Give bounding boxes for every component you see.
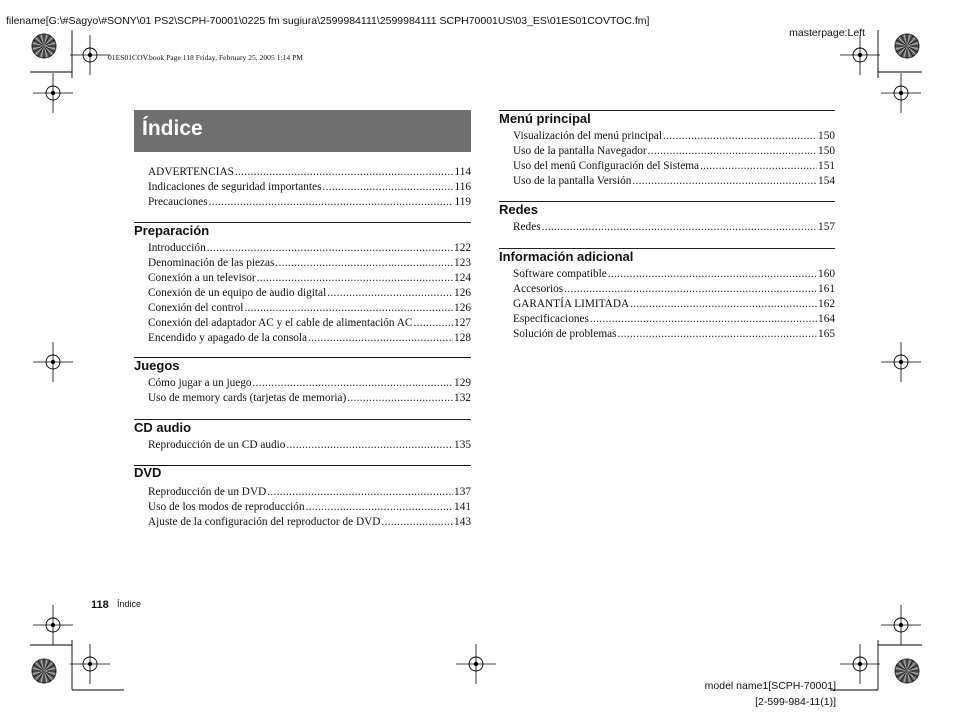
toc-entry-label: Ajuste de la configuración del reproductor de DVD (148, 516, 381, 528)
page-title-bar (134, 110, 471, 152)
toc-entry[interactable] (513, 145, 835, 157)
toc-entry[interactable] (513, 283, 835, 295)
toc-entry-page: 123 (454, 257, 471, 269)
toc-entry[interactable] (513, 328, 835, 340)
toc-entry-label: Conexión del adaptador AC y el cable de alimentación AC (148, 317, 413, 329)
toc-entry[interactable] (148, 196, 471, 208)
toc-entry-page: 165 (818, 328, 835, 340)
toc-dot-leader (235, 166, 454, 178)
color-wheel-icon (895, 34, 919, 58)
toc-dot-leader (244, 302, 453, 314)
toc-entry[interactable] (148, 166, 471, 178)
toc-dot-leader (286, 439, 453, 451)
toc-entry-label: Software compatible (513, 268, 607, 280)
toc-entry-page: 164 (818, 313, 835, 325)
toc-entry-label: GARANTÍA LIMITADA (513, 298, 630, 310)
section-divider (499, 201, 835, 202)
toc-entry-label: Encendido y apagado de la consola (148, 332, 308, 344)
toc-entry-label: Uso del menú Configuración del Sistema (513, 160, 700, 172)
toc-entry[interactable] (148, 332, 471, 344)
toc-entry-page: 132 (454, 392, 471, 404)
toc-entry-page: 124 (454, 272, 471, 284)
toc-entry-page: 143 (454, 516, 471, 528)
toc-entry-page: 151 (818, 160, 835, 172)
page-title: Índice (142, 117, 203, 140)
toc-entry[interactable] (513, 221, 835, 233)
header-book-info: 01ES01COV.book Page 118 Friday, February 25, 2005 1:14 PM (108, 53, 304, 62)
toc-entry-label: Uso de memory cards (tarjetas de memoria) (148, 392, 347, 404)
toc-entry-page: 128 (454, 332, 471, 344)
footer-page-number: 118 (91, 599, 109, 611)
header-filename: filename[G:\#Sagyo\#SONY\01 PS2\SCPH-70001\0225 fm sugiura\2599984111\2599984111 SCPH70001US\03_ES\01ES01COVTOC.fm] (6, 15, 650, 27)
section-title: Información adicional (499, 249, 634, 264)
toc-entry-page: 161 (818, 283, 835, 295)
toc-dot-leader (327, 287, 453, 299)
toc-entry-page: 127 (454, 317, 471, 329)
toc-dot-leader (564, 283, 817, 295)
toc-entry-label: Denominación de las piezas (148, 257, 275, 269)
toc-dot-leader (347, 392, 453, 404)
toc-dot-leader (663, 130, 817, 142)
toc-entry[interactable] (148, 392, 471, 404)
toc-entry-page: 114 (454, 166, 471, 178)
toc-dot-leader (608, 268, 817, 280)
registration-target-icon (840, 644, 880, 684)
toc-entry-page: 122 (454, 242, 471, 254)
toc-entry-label: Precauciones (148, 196, 208, 208)
toc-entry-page: 126 (454, 287, 471, 299)
toc-entry[interactable] (148, 516, 471, 528)
toc-dot-leader (413, 317, 453, 329)
toc-entry[interactable] (148, 302, 471, 314)
toc-dot-leader (618, 328, 818, 340)
toc-entry[interactable] (513, 298, 835, 310)
toc-entry-page: 141 (454, 501, 471, 513)
toc-entry-page: 154 (818, 175, 835, 187)
toc-entry-label: Reproducción de un CD audio (148, 439, 286, 451)
toc-entry-label: Indicaciones de seguridad importantes (148, 181, 322, 193)
toc-entry[interactable] (513, 175, 835, 187)
toc-entry[interactable] (148, 439, 471, 451)
color-wheel-icon (895, 659, 919, 683)
toc-entry-label: Accesorios (513, 283, 564, 295)
toc-entry-page: 150 (818, 145, 835, 157)
registration-target-icon (70, 644, 110, 684)
section-title: Redes (499, 202, 539, 217)
toc-dot-leader (322, 181, 453, 193)
toc-entry-label: Redes (513, 221, 541, 233)
section-title: Menú principal (499, 111, 591, 126)
section-title: Juegos (134, 358, 180, 373)
footer-model-code: [2-599-984-11(1)] (755, 696, 836, 708)
toc-entry[interactable] (513, 268, 835, 280)
toc-entry[interactable] (513, 160, 835, 172)
color-wheel-icon (32, 34, 56, 58)
registration-target-icon (70, 35, 110, 75)
footer-page-label: Índice (117, 599, 142, 609)
toc-entry[interactable] (148, 287, 471, 299)
toc-entry[interactable] (513, 130, 835, 142)
toc-entry[interactable] (148, 486, 471, 498)
toc-dot-leader (275, 257, 453, 269)
toc-dot-leader (207, 242, 453, 254)
toc-dot-leader (648, 145, 817, 157)
registration-target-icon (881, 342, 921, 382)
toc-entry-page: 150 (818, 130, 835, 142)
toc-dot-leader (267, 486, 453, 498)
toc-dot-leader (257, 272, 453, 284)
toc-entry-label: Visualización del menú principal (513, 130, 662, 142)
registration-target-icon (456, 644, 496, 684)
toc-entry-page: 119 (454, 196, 471, 208)
section-divider (134, 465, 471, 466)
header-masterpage: masterpage:Left (789, 27, 865, 39)
toc-entry-label: Solución de problemas (513, 328, 617, 340)
toc-entry-label: Conexión del control (148, 302, 244, 314)
toc-entry[interactable] (148, 317, 471, 329)
toc-entry-label: ADVERTENCIAS (148, 166, 234, 178)
toc-entry[interactable] (148, 501, 471, 513)
toc-entry-page: 116 (454, 181, 471, 193)
section-divider (134, 357, 471, 358)
toc-entry-page: 126 (454, 302, 471, 314)
toc-dot-leader (630, 298, 817, 310)
toc-entry[interactable] (148, 181, 471, 193)
section-title: CD audio (134, 420, 192, 435)
toc-dot-leader (590, 313, 817, 325)
toc-entry-page: 129 (454, 377, 471, 389)
toc-dot-leader (253, 377, 454, 389)
registration-target-icon (33, 605, 73, 645)
toc-entry-label: Uso de los modos de reproducción (148, 501, 305, 513)
section-title: DVD (134, 465, 162, 480)
toc-entry-label: Reproducción de un DVD (148, 486, 267, 498)
toc-entry[interactable] (148, 272, 471, 284)
toc-dot-leader (542, 221, 817, 233)
toc-dot-leader (306, 501, 453, 513)
toc-entry-page: 137 (454, 486, 471, 498)
toc-entry-label: Conexión a un televisor (148, 272, 256, 284)
toc-entry[interactable] (148, 242, 471, 254)
toc-entry-label: Conexión de un equipo de audio digital (148, 287, 327, 299)
toc-entry[interactable] (148, 257, 471, 269)
toc-entry[interactable] (148, 377, 471, 389)
toc-dot-leader (381, 516, 453, 528)
toc-entry-page: 162 (818, 298, 835, 310)
toc-entry-label: Especificaciones (513, 313, 589, 325)
color-wheel-icon (32, 659, 56, 683)
registration-target-icon (881, 73, 921, 113)
toc-entry-label: Introducción (148, 242, 206, 254)
toc-entry-page: 135 (454, 439, 471, 451)
footer-model-name: model name1[SCPH-70001] (704, 680, 836, 692)
toc-entry-page: 160 (818, 268, 835, 280)
toc-dot-leader (308, 332, 453, 344)
registration-target-icon (840, 35, 880, 75)
toc-entry-label: Uso de la pantalla Navegador (513, 145, 647, 157)
toc-entry-page: 157 (818, 221, 835, 233)
toc-entry-label: Cómo jugar a un juego (148, 377, 252, 389)
toc-dot-leader (700, 160, 817, 172)
toc-entry[interactable] (513, 313, 835, 325)
registration-target-icon (33, 73, 73, 113)
toc-dot-leader (632, 175, 817, 187)
toc-entry-label: Uso de la pantalla Versión (513, 175, 632, 187)
registration-target-icon (881, 605, 921, 645)
section-title: Preparación (134, 223, 210, 238)
toc-dot-leader (209, 196, 454, 208)
registration-target-icon (33, 342, 73, 382)
